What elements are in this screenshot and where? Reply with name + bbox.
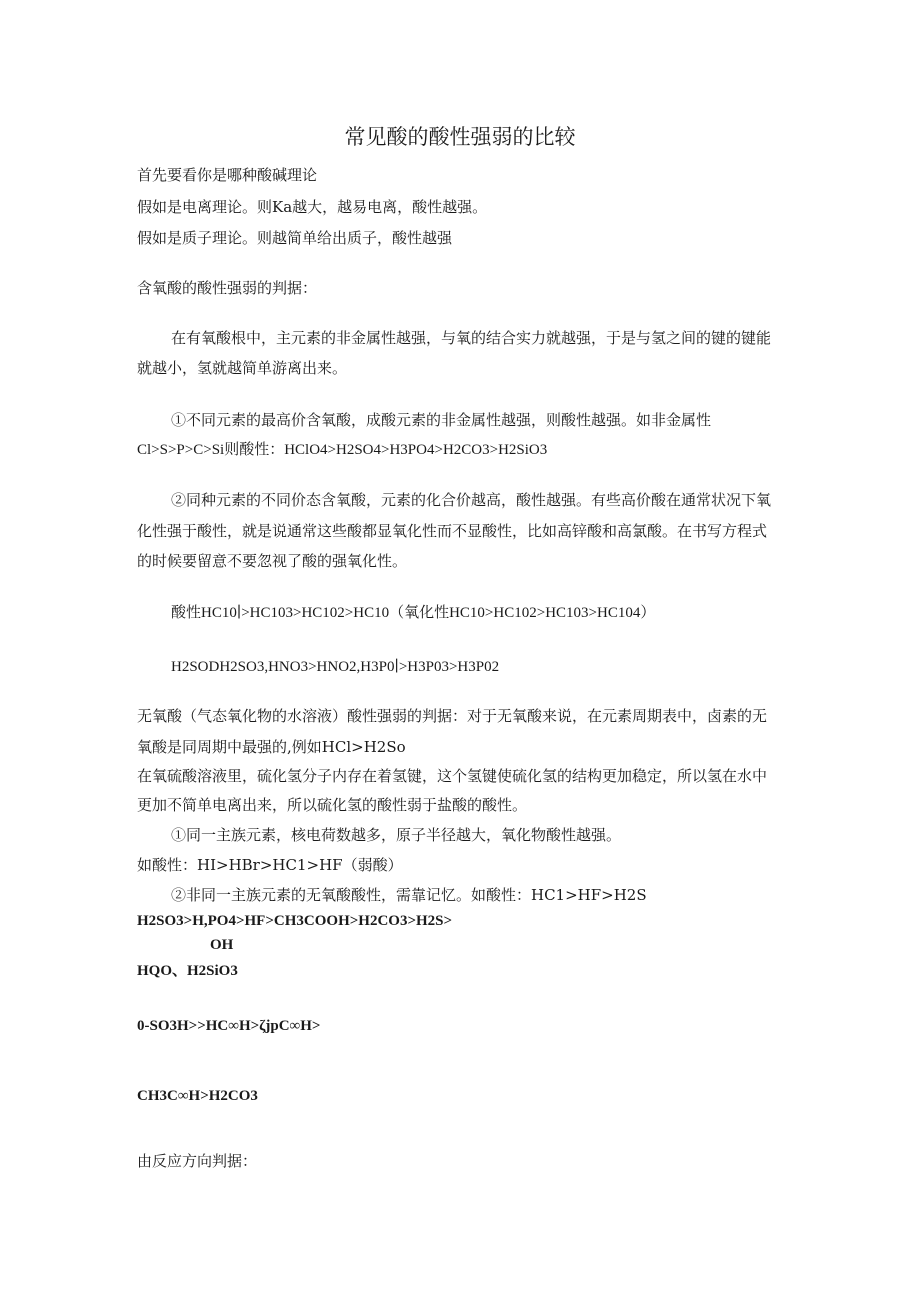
rule2-line-3: 的时候要留意不要忽视了酸的强氧化性。 — [137, 552, 408, 570]
non-oxy-rule1: ①同一主族元素，核电荷数越多，原子半径越大，氧化物酸性越强。 — [171, 826, 622, 844]
formula-chlorine-acids: 酸性HC10∣>HC103>HC102>HC10（氧化性HC10>HC102>HC103>HC104） — [171, 605, 656, 621]
non-oxy-rule1-example: 如酸性：HI>HBr>HC1>HF（弱酸） — [137, 856, 403, 874]
bold-formula-line-2: OH — [210, 937, 234, 953]
non-oxy-line-4: 更加不简单电离出来，所以硫化氢的酸性弱于盐酸的酸性。 — [137, 796, 528, 814]
oxyacid-heading: 含氧酸的酸性强弱的判据： — [137, 279, 318, 297]
rule1-line-1: ①不同元素的最高价含氧酸，成酸元素的非金属性越强，则酸性越强。如非金属性 — [171, 411, 712, 429]
rule2-line-1: ②同种元素的不同价态含氧酸，元素的化合价越高，酸性越强。有些高价酸在通常状况下氧 — [171, 491, 772, 509]
non-oxy-line-1: 无氧酸（气态氧化物的水溶液）酸性强弱的判据：对于无氧酸来说，在元素周期表中，卤素的无 — [137, 707, 768, 725]
intro-line-2: 假如是电离理论。则Ka越大，越易电离，酸性越强。 — [137, 198, 488, 216]
reaction-heading: 由反应方向判据： — [137, 1152, 258, 1170]
rule2-line-2: 化性强于酸性，就是说通常这些酸都显氧化性而不显酸性，比如高锌酸和高氯酸。在书写方程式 — [137, 522, 768, 540]
bold-formula-line-3: HQO、H2SiO3 — [137, 963, 238, 979]
bold-formula-line-4: 0-SO3H>>HC∞H>ζjpC∞H> — [137, 1018, 321, 1034]
oxyacid-para-line-2: 就越小，氢就越简单游离出来。 — [137, 359, 348, 377]
bold-formula-line-5: CH3C∞H>H2CO3 — [137, 1088, 258, 1104]
non-oxy-rule2: ②非同一主族元素的无氧酸酸性，需靠记忆。如酸性：HC1>HF>H2S — [171, 886, 647, 904]
non-oxy-line-2: 氧酸是同周期中最强的,例如HCl>H2So — [137, 738, 406, 756]
intro-line-3: 假如是质子理论。则越简单给出质子，酸性越强 — [137, 229, 453, 247]
formula-sulfur-nitrogen-phosphorus: H2SODH2SO3,HNO3>HNO2,H3P0∣>H3P03>H3P02 — [171, 659, 500, 675]
intro-line-1: 首先要看你是哪种酸碱理论 — [137, 166, 318, 184]
non-oxy-line-3: 在氧硫酸溶液里，硫化氢分子内存在着氢键，这个氢键使硫化氢的结构更加稳定，所以氢在水中 — [137, 767, 768, 785]
oxyacid-para-line-1: 在有氧酸根中，主元素的非金属性越强，与氧的结合实力就越强，于是与氢之间的键的键能 — [171, 329, 772, 347]
page-title: 常见酸的酸性强弱的比较 — [344, 125, 576, 149]
rule1-line-2: Cl>S>P>C>Si则酸性：HClO4>H2SO4>H3PO4>H2CO3>H2SiO3 — [137, 442, 548, 458]
bold-formula-line-1: H2SO3>H,PO4>HF>CH3COOH>H2CO3>H2S> — [137, 913, 453, 929]
